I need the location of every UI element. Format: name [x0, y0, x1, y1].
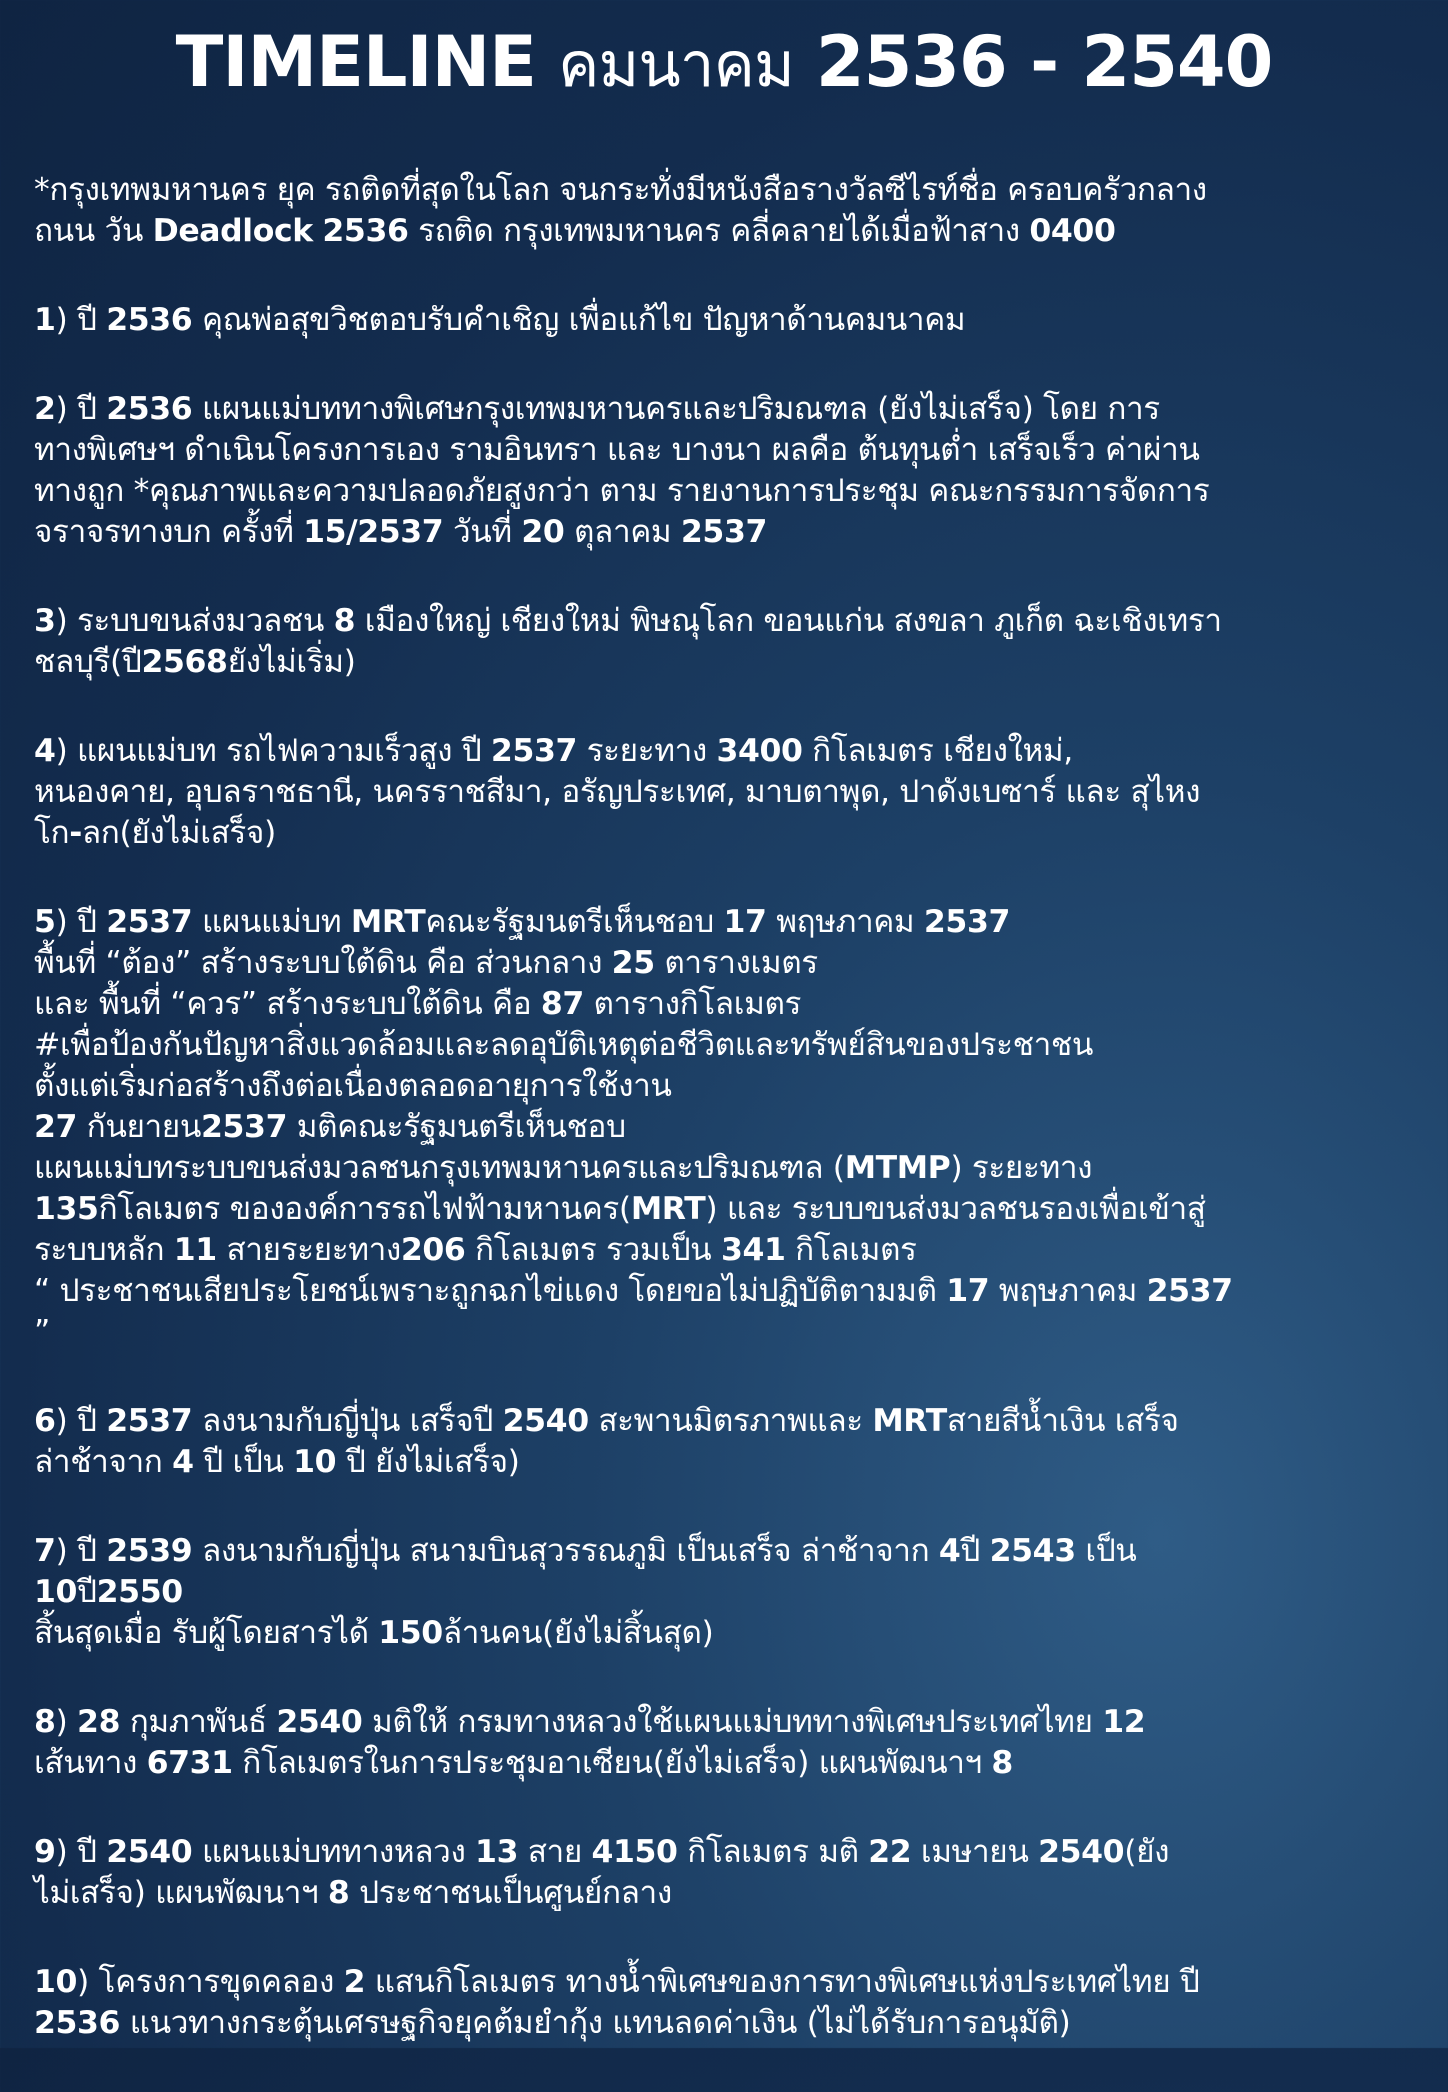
item-line: 2) ปี 2536 แผนแม่บททางพิเศษกรุงเทพมหานครและปริมณฑล (ยังไม่เสร็จ) โดย การ: [34, 391, 1160, 427]
timeline-item-2: [34, 389, 1424, 553]
item-line: 3) ระบบขนส่งมวลชน 8 เมืองใหญ่ เชียงใหม่ พิษณุโลก ขอนแก่น สงขลา ภูเก็ต ฉะเชิงเทรา: [34, 603, 1222, 639]
item-line: สิ้นสุดเมื่อ รับผู้โดยสารได้ 150ล้านคน(ยังไม่สิ้นสุด): [34, 1615, 714, 1651]
item-line: ระบบหลัก 11 สายระยะทาง206 กิโลเมตร รวมเป็น 341 กิโลเมตร: [34, 1232, 917, 1268]
item-line: 8) 28 กุมภาพันธ์ 2540 มติให้ กรมทางหลวงใช้แผนแม่บททางพิเศษประเทศไทย 12: [34, 1704, 1146, 1740]
item-line: 7) ปี 2539 ลงนามกับญี่ปุ่น สนามบินสุวรรณภูมิ เป็นเสร็จ ล่าช้าจาก 4ปี 2543 เป็น: [34, 1533, 1137, 1569]
intro-paragraph: [34, 170, 1424, 252]
item-line: 6) ปี 2537 ลงนามกับญี่ปุ่น เสร็จปี 2540 สะพานมิตรภาพและ MRTสายสีน้ำเงิน เสร็จ: [34, 1403, 1179, 1439]
item-line: จราจรทางบก ครั้งที่ 15/2537 วันที่ 20 ตุลาคม 2537: [34, 514, 767, 550]
title-years: 2536 - 2540: [815, 21, 1273, 103]
item-line: 135กิโลเมตร ขององค์การรถไฟฟ้ามหานคร(MRT) และ ระบบขนส่งมวลชนรองเพื่อเข้าสู่: [34, 1191, 1206, 1227]
item-line: แผนแม่บทระบบขนส่งมวลชนกรุงเทพมหานครและปริมณฑล (MTMP) ระยะทาง: [34, 1150, 1093, 1186]
item-line: 1) ปี 2536 คุณพ่อสุขวิชตอบรับคำเชิญ เพื่อแก้ไข ปัญหาด้านคมนาคม: [34, 302, 966, 338]
page-title: [0, 22, 1448, 105]
item-line: และ พื้นที่ “ควร” สร้างระบบใต้ดิน คือ 87 ตารางกิโลเมตร: [34, 986, 802, 1022]
timeline-item-9: [34, 1832, 1424, 1914]
item-line: ล่าช้าจาก 4 ปี เป็น 10 ปี ยังไม่เสร็จ): [34, 1444, 520, 1480]
timeline-item-6: [34, 1401, 1424, 1483]
item-line: 5) ปี 2537 แผนแม่บท MRTคณะรัฐมนตรีเห็นชอบ 17 พฤษภาคม 2537: [34, 904, 1010, 940]
item-line: ทางถูก *คุณภาพและความปลอดภัยสูงกว่า ตาม รายงานการประชุม คณะกรรมการจัดการ: [34, 473, 1210, 509]
timeline-item-5: [34, 902, 1424, 1353]
item-line: ”: [34, 1314, 50, 1350]
item-line: 9) ปี 2540 แผนแม่บททางหลวง 13 สาย 4150 กิโลเมตร มติ 22 เมษายน 2540(ยัง: [34, 1834, 1170, 1870]
title-word: TIMELINE: [175, 21, 536, 103]
item-line: 27 กันยายน2537 มติคณะรัฐมนตรีเห็นชอบ: [34, 1109, 626, 1145]
timeline-item-4: [34, 731, 1424, 854]
item-line: ชลบุรี(ปี2568ยังไม่เริ่ม): [34, 644, 356, 680]
timeline-item-7: [34, 1531, 1424, 1654]
timeline-item-8: [34, 1702, 1424, 1784]
intro-line: ถนน วัน Deadlock 2536 รถติด กรุงเทพมหานคร คลี่คลายได้เมื่อฟ้าสาง 0400: [34, 213, 1116, 249]
item-line: “ ประชาชนเสียประโยชน์เพราะถูกฉกไข่แดง โดยขอไม่ปฏิบัติตามมติ 17 พฤษภาคม 2537: [34, 1273, 1233, 1309]
item-line: 10) โครงการขุดคลอง 2 แสนกิโลเมตร ทางน้ำพิเศษของการทางพิเศษแห่งประเทศไทย ปี: [34, 1964, 1200, 2000]
item-line: โก-ลก(ยังไม่เสร็จ): [34, 815, 276, 851]
item-line: พื้นที่ “ต้อง” สร้างระบบใต้ดิน คือ ส่วนกลาง 25 ตารางเมตร: [34, 945, 818, 981]
item-line: #เพื่อป้องกันปัญหาสิ่งแวดล้อมและลดอุบัติเหตุต่อชีวิตและทรัพย์สินของประชาชน: [34, 1027, 1094, 1063]
item-line: 10ปี2550: [34, 1574, 183, 1610]
item-line: ตั้งแต่เริ่มก่อสร้างถึงต่อเนื่องตลอดอายุการใช้งาน: [34, 1068, 672, 1104]
timeline-item-3: [34, 601, 1424, 683]
item-line: 2536 แนวทางกระตุ้นเศรษฐกิจยุคต้มยำกุ้ง แทนลดค่าเงิน (ไม่ได้รับการอนุมัติ): [34, 2005, 1071, 2041]
item-line: ทางพิเศษฯ ดำเนินโครงการเอง รามอินทรา และ บางนา ผลคือ ต้นทุนต่ำ เสร็จเร็ว ค่าผ่าน: [34, 432, 1200, 468]
item-line: ไม่เสร็จ) แผนพัฒนาฯ 8 ประชาชนเป็นศูนย์กลาง: [34, 1875, 672, 1911]
item-line: หนองคาย, อุบลราชธานี, นครราชสีมา, อรัญประเทศ, มาบตาพุด, ปาดังเบซาร์ และ สุไหง: [34, 774, 1201, 810]
item-line: 4) แผนแม่บท รถไฟความเร็วสูง ปี 2537 ระยะทาง 3400 กิโลเมตร เชียงใหม่,: [34, 733, 1073, 769]
intro-line: *กรุงเทพมหานคร ยุค รถติดที่สุดในโลก จนกระทั่งมีหนังสือรางวัลซีไรท์ชื่อ ครอบครัวกลาง: [34, 172, 1207, 208]
item-line: เส้นทาง 6731 กิโลเมตรในการประชุมอาเซียน(ยังไม่เสร็จ) แผนพัฒนาฯ 8: [34, 1745, 1013, 1781]
timeline-content: [34, 170, 1424, 2092]
timeline-item-1: [34, 300, 1424, 341]
title-thai: คมนาคม: [557, 28, 794, 101]
timeline-item-10: [34, 1962, 1424, 2044]
